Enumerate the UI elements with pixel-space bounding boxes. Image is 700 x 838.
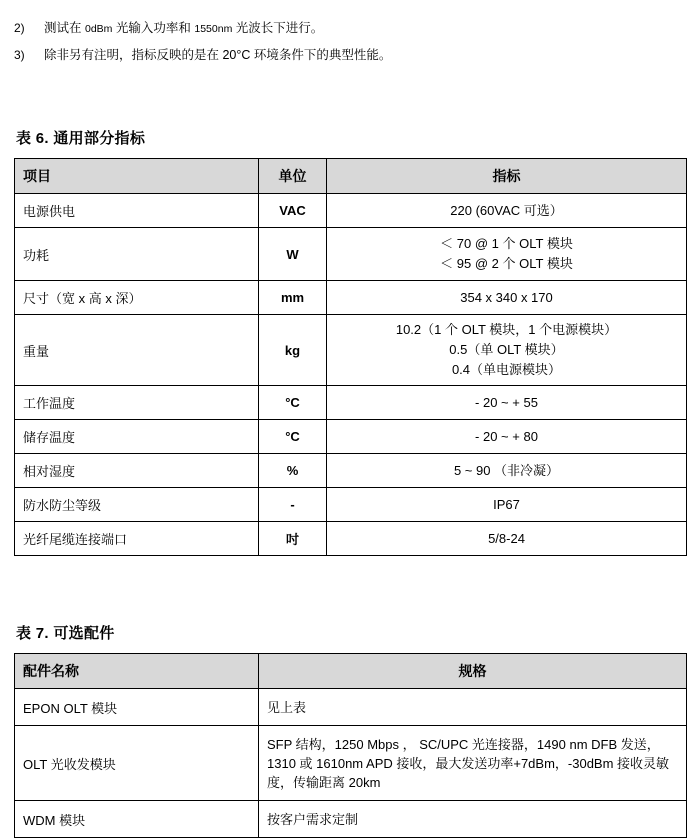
row-item: 相对湿度 (15, 454, 259, 488)
row-value: 5 ~ 90 （非冷凝） (327, 454, 687, 488)
header-item: 项目 (15, 159, 259, 194)
row-unit: - (259, 488, 327, 522)
table-row (15, 488, 687, 522)
table-header-row (15, 159, 687, 194)
note-number: 2) (14, 21, 25, 35)
table-row (15, 726, 687, 801)
row-unit: % (259, 454, 327, 488)
row-value: - 20 ~ + 55 (327, 386, 687, 420)
row-unit: kg (259, 315, 327, 386)
table-row (15, 194, 687, 228)
table-row (15, 454, 687, 488)
row-unit: mm (259, 281, 327, 315)
table7-caption: 表 7. 可选配件 (16, 625, 115, 642)
row-item: 工作温度 (15, 386, 259, 420)
note-item (14, 18, 686, 39)
note-number: 3) (14, 48, 25, 62)
general-specs-table (14, 158, 687, 556)
row-accessory-spec: 按客户需求定制 (259, 801, 687, 838)
row-accessory-spec: SFP 结构，1250 Mbps ， SC/UPC 光连接器，1490 nm DFB 发送，1310 或 1610nm APD 接收，最大发送功率+7dBm，-30dBm 接收灵敏度，传输距离 20km (259, 726, 687, 801)
table-row (15, 689, 687, 726)
row-item: 光纤尾缆连接端口 (15, 522, 259, 556)
header-unit: 单位 (259, 159, 327, 194)
header-accessory-spec: 规格 (259, 654, 687, 689)
table-row (15, 386, 687, 420)
row-value: 354 x 340 x 170 (327, 281, 687, 315)
row-value: 10.2（1 个 OLT 模块，1 个电源模块） 0.5（单 OLT 模块） 0.4（单电源模块） (327, 315, 687, 386)
row-value: - 20 ~ + 80 (327, 420, 687, 454)
row-accessory-name: WDM 模块 (15, 801, 259, 838)
table-header-row (15, 654, 687, 689)
row-item: 尺寸（宽 x 高 x 深） (15, 281, 259, 315)
note-text: 除非另有注明，指标反映的是在 20°C 环境条件下的典型性能。 (44, 48, 392, 62)
optional-accessories-table (14, 653, 687, 838)
row-unit: °C (259, 420, 327, 454)
table-row (15, 228, 687, 281)
row-item: 电源供电 (15, 194, 259, 228)
row-item: 重量 (15, 315, 259, 386)
header-accessory-name: 配件名称 (15, 654, 259, 689)
row-unit: W (259, 228, 327, 281)
row-unit: °C (259, 386, 327, 420)
document-page (0, 18, 700, 828)
row-accessory-name: EPON OLT 模块 (15, 689, 259, 726)
row-value: 220 (60VAC 可选） (327, 194, 687, 228)
row-accessory-name: OLT 光收发模块 (15, 726, 259, 801)
note-text: 测试在 0dBm 光输入功率和 1550nm 光波长下进行。 (44, 21, 324, 35)
note-item (14, 45, 686, 65)
row-value: IP67 (327, 488, 687, 522)
row-value: ＜ 70 @ 1 个 OLT 模块 ＜ 95 @ 2 个 OLT 模块 (327, 228, 687, 281)
table-row (15, 801, 687, 838)
header-spec: 指标 (327, 159, 687, 194)
table-row (15, 420, 687, 454)
row-unit: 吋 (259, 522, 327, 556)
row-unit: VAC (259, 194, 327, 228)
row-item: 储存温度 (15, 420, 259, 454)
row-accessory-spec: 见上表 (259, 689, 687, 726)
row-value: 5/8-24 (327, 522, 687, 556)
row-item: 功耗 (15, 228, 259, 281)
notes-section (14, 18, 686, 65)
table6-caption: 表 6. 通用部分指标 (16, 130, 146, 147)
table-row (15, 315, 687, 386)
row-item: 防水防尘等级 (15, 488, 259, 522)
table-row (15, 522, 687, 556)
table-row (15, 281, 687, 315)
